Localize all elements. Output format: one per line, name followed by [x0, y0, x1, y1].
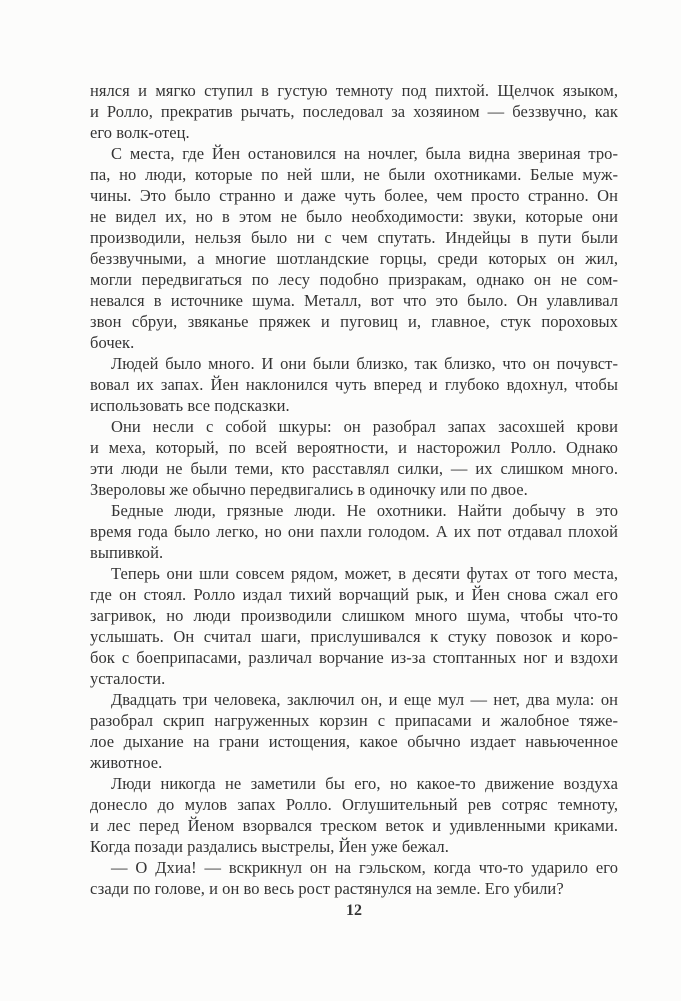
text-line: Они несли с собой шкуры: он разобрал запах засохшей крови — [111, 417, 618, 436]
text-line: Людей было много. И они были близко, так близко, что он почувст- — [111, 354, 618, 373]
paragraph — [90, 80, 618, 143]
text-line: Когда позади раздались выстрелы, Йен уже бежал. — [90, 837, 449, 856]
text-line: чины. Это было странно и даже чуть более, чем просто странно. Он — [90, 186, 618, 205]
text-line: услышать. Он считал шаги, прислушивался к стуку повозок и коро- — [90, 627, 618, 646]
text-line: сзади по голове, и он во весь рост растянулся на земле. Его убили? — [90, 879, 564, 898]
paragraph — [90, 500, 618, 563]
text-line: время года было легко, но они пахли голодом. А их пот отдавал плохой — [90, 522, 618, 541]
text-line: усталости. — [90, 669, 166, 688]
text-line: и меха, который, по всей вероятности, и насторожил Ролло. Однако — [90, 438, 618, 457]
text-line: невался в источнике шума. Металл, вот что это было. Он улавливал — [90, 291, 618, 310]
text-line: Звероловы же обычно передвигались в одиночку или по двое. — [90, 480, 528, 499]
text-line: животное. — [90, 753, 163, 772]
text-line: Бедные люди, грязные люди. Не охотники. Найти добычу в это — [111, 501, 618, 520]
text-line: Теперь они шли совсем рядом, может, в десяти футах от того места, — [111, 564, 618, 583]
paragraph — [90, 563, 618, 689]
text-line: па, но люди, которые по ней шли, не были охотниками. Белые муж- — [90, 165, 618, 184]
text-line: Люди никогда не заметили бы его, но какое-то движение воздуха — [111, 774, 618, 793]
paragraph — [90, 773, 618, 857]
text-line: не видел их, но в этом не было необходимости: звуки, которые они — [90, 207, 618, 226]
text-line: беззвучными, а многие шотландские горцы, среди которых он жил, — [90, 249, 618, 268]
paragraph — [90, 416, 618, 500]
text-line: его волк-отец. — [90, 123, 190, 142]
text-line: лое дыхание на грани истощения, какое обычно издает навьюченное — [90, 732, 618, 751]
text-line: и Ролло, прекратив рычать, последовал за хозяином — беззвучно, как — [90, 102, 618, 121]
text-line: использовать все подсказки. — [90, 396, 290, 415]
text-line: загривок, но люди производили слишком много шума, чтобы что-то — [90, 606, 618, 625]
text-line: эти люди не были теми, кто расставлял силки, — их слишком много. — [90, 459, 618, 478]
text-line: и лес перед Йеном взорвался треском веток и удивленными криками. — [90, 816, 618, 835]
text-line: Двадцать три человека, заключил он, и еще мул — нет, два мула: он — [111, 690, 618, 709]
text-line: С места, где Йен остановился на ночлег, была видна звериная тро- — [111, 144, 618, 163]
paragraph — [90, 689, 618, 773]
text-line: могли передвигаться по лесу подобно призракам, однако он не сом- — [90, 270, 618, 289]
text-line: нялся и мягко ступил в густую темноту под пихтой. Щелчок языком, — [90, 81, 618, 100]
text-line: разобрал скрип нагруженных корзин с припасами и жалобное тяже- — [90, 711, 618, 730]
text-line: производили, нельзя было ни с чем спутать. Индейцы в пути были — [90, 228, 618, 247]
text-line: выпивкой. — [90, 543, 164, 562]
text-line: бок с боеприпасами, различал ворчание из-за стоптанных ног и вздохи — [90, 648, 618, 667]
text-line: вовал их запах. Йен наклонился чуть вперед и глубоко вдохнул, чтобы — [90, 375, 618, 394]
text-line: звон сбруи, звяканье пряжек и пуговиц и, главное, стук пороховых — [90, 312, 618, 331]
paragraph — [90, 857, 618, 899]
text-line: бочек. — [90, 333, 135, 352]
page-text — [90, 80, 618, 921]
paragraph — [90, 353, 618, 416]
text-line: — О Дхиа! — вскрикнул он на гэльском, когда что-то ударило его — [111, 858, 618, 877]
text-line: где он стоял. Ролло издал тихий ворчащий рык, и Йен снова сжал его — [90, 585, 618, 604]
page-number: 12 — [345, 902, 363, 919]
paragraph — [90, 143, 618, 353]
text-line: донесло до мулов запах Ролло. Оглушительный рев сотряс темноту, — [90, 795, 618, 814]
